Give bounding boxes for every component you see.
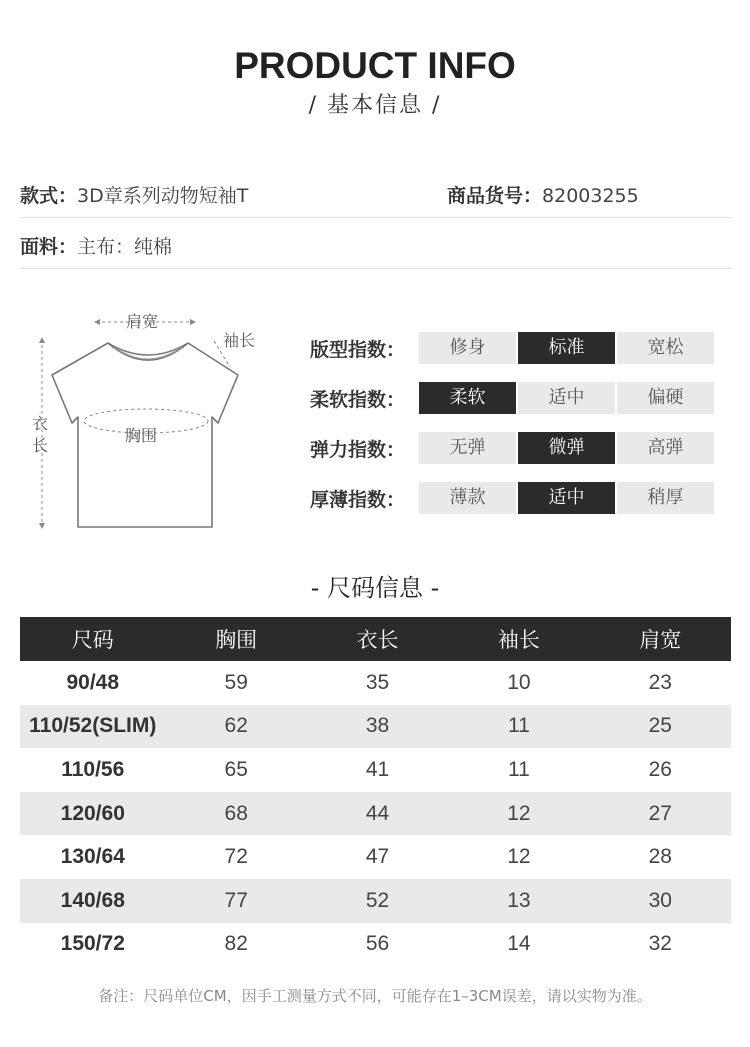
table-row bbox=[20, 748, 731, 792]
fabric-value: 主布：纯棉 bbox=[77, 236, 173, 258]
info-row-style bbox=[20, 167, 732, 218]
size-cell: 120/60 bbox=[20, 792, 166, 836]
shoulder-cell: 30 bbox=[590, 879, 731, 923]
shoulder-cell: 25 bbox=[590, 705, 731, 749]
table-row bbox=[20, 661, 731, 705]
tshirt-diagram bbox=[30, 305, 270, 540]
index-option-selected: 微弹 bbox=[518, 432, 615, 464]
chest-cell: 68 bbox=[166, 792, 307, 836]
diagram-length-label-2: 长 bbox=[32, 436, 49, 455]
tshirt-outline-icon bbox=[30, 305, 270, 540]
shoulder-cell: 26 bbox=[648, 757, 672, 781]
sleeve-cell: 13 bbox=[448, 879, 589, 923]
size-cell: 150/72 bbox=[60, 932, 125, 956]
index-option-selected: 标准 bbox=[518, 332, 615, 364]
index-option: 无弹 bbox=[419, 432, 516, 464]
size-cell: 130/64 bbox=[60, 845, 125, 869]
index-option: 偏硬 bbox=[617, 382, 714, 414]
shoulder-cell: 23 bbox=[648, 670, 672, 694]
chest-cell: 59 bbox=[224, 670, 248, 694]
size-table bbox=[20, 617, 731, 966]
header-chest: 胸围 bbox=[166, 617, 307, 661]
style-value: 3D章系列动物短袖T bbox=[77, 185, 249, 207]
size-section-title: - 尺码信息 - bbox=[310, 574, 440, 602]
length-cell: 44 bbox=[307, 792, 448, 836]
index-option: 修身 bbox=[419, 332, 516, 364]
index-option: 适中 bbox=[518, 382, 615, 414]
shoulder-cell: 27 bbox=[590, 792, 731, 836]
index-label: 厚薄指数： bbox=[310, 489, 406, 511]
shoulder-cell: 28 bbox=[648, 845, 672, 869]
diagram-sleeve-label: 袖长 bbox=[223, 331, 256, 350]
style-label: 款式： bbox=[20, 185, 78, 207]
index-label: 柔软指数： bbox=[310, 389, 406, 411]
size-cell: 110/52(SLIM) bbox=[20, 705, 166, 749]
length-cell: 35 bbox=[365, 670, 390, 694]
length-cell: 52 bbox=[307, 879, 448, 923]
header-length: 衣长 bbox=[307, 617, 448, 661]
size-cell: 140/68 bbox=[20, 879, 166, 923]
page-title: PRODUCT INFO bbox=[234, 45, 516, 86]
length-cell: 38 bbox=[307, 705, 448, 749]
diagram-chest-label: 胸围 bbox=[125, 426, 158, 445]
sleeve-cell: 11 bbox=[448, 705, 589, 749]
index-label: 弹力指数： bbox=[310, 439, 406, 461]
sleeve-cell: 12 bbox=[448, 792, 589, 836]
sleeve-cell: 11 bbox=[508, 757, 530, 781]
diagram-shoulder-label: 肩宽 bbox=[125, 312, 159, 331]
footnote: 备注：尺码单位CM，因手工测量方式不同，可能存在1–3CM误差，请以实物为准。 bbox=[98, 987, 652, 1005]
index-option: 薄款 bbox=[419, 482, 516, 514]
table-row bbox=[20, 835, 731, 879]
header-sleeve: 袖长 bbox=[448, 617, 589, 661]
index-option: 宽松 bbox=[617, 332, 714, 364]
size-cell: 90/48 bbox=[66, 670, 120, 694]
sleeve-cell: 10 bbox=[507, 670, 531, 694]
index-option: 高弹 bbox=[617, 432, 714, 464]
shoulder-cell: 32 bbox=[648, 932, 672, 956]
size-cell: 110/56 bbox=[61, 757, 125, 781]
chest-cell: 77 bbox=[166, 879, 307, 923]
table-row bbox=[20, 879, 731, 923]
chest-cell: 65 bbox=[224, 757, 248, 781]
index-option-selected: 柔软 bbox=[419, 382, 516, 414]
chest-cell: 62 bbox=[166, 705, 307, 749]
table-row bbox=[20, 792, 731, 836]
length-cell: 56 bbox=[365, 932, 390, 956]
length-cell: 47 bbox=[365, 845, 390, 869]
sku-label: 商品货号： bbox=[447, 185, 543, 207]
info-row-fabric bbox=[20, 218, 732, 269]
diagram-length-label-1: 衣 bbox=[32, 414, 49, 433]
table-row bbox=[20, 705, 731, 749]
index-label: 版型指数： bbox=[310, 339, 406, 361]
size-table-header bbox=[20, 617, 731, 661]
table-row bbox=[20, 923, 731, 967]
sleeve-cell: 14 bbox=[507, 932, 531, 956]
index-option: 稍厚 bbox=[617, 482, 714, 514]
index-option-selected: 适中 bbox=[518, 482, 615, 514]
chest-cell: 72 bbox=[224, 845, 248, 869]
sku-value: 82003255 bbox=[542, 185, 639, 207]
page-subtitle: / 基本信息 / bbox=[308, 93, 442, 118]
sleeve-cell: 12 bbox=[507, 845, 531, 869]
header-shoulder: 肩宽 bbox=[590, 617, 731, 661]
chest-cell: 82 bbox=[224, 932, 248, 956]
fabric-label: 面料： bbox=[20, 236, 78, 258]
length-cell: 41 bbox=[365, 757, 390, 781]
header-size: 尺码 bbox=[20, 617, 166, 661]
